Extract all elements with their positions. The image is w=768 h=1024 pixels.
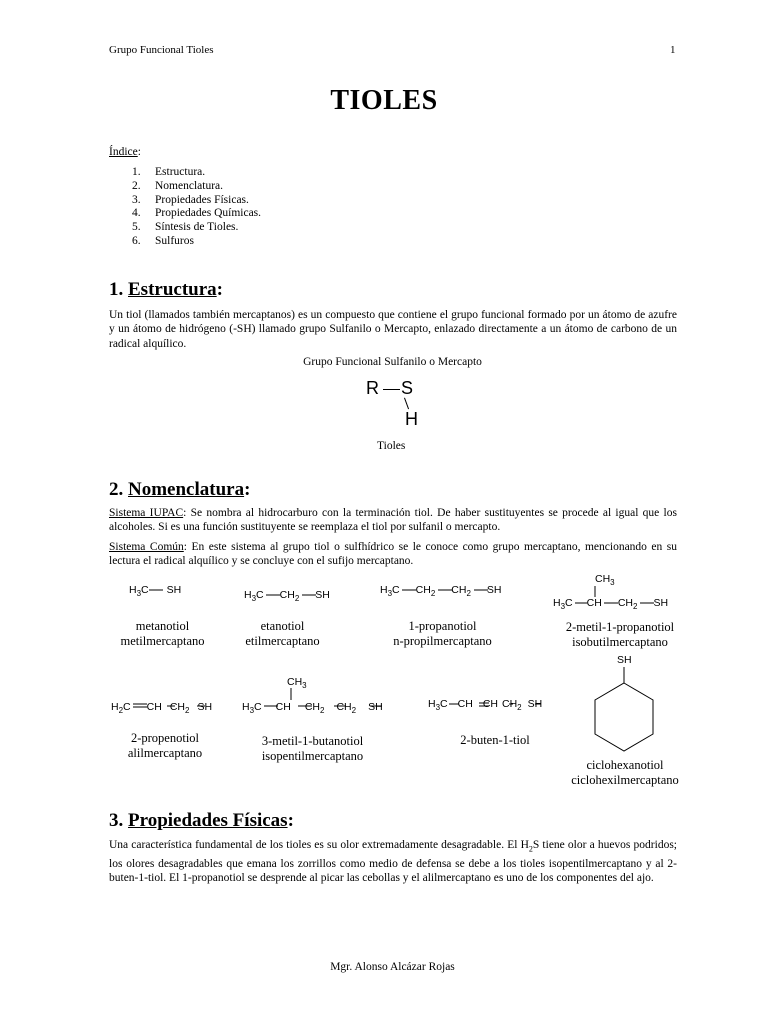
compound-name bbox=[375, 619, 510, 649]
footer-author: Mgr. Alonso Alcázar Rojas bbox=[330, 961, 455, 973]
formula-etanotiol: $H_3C$ $CH_2$ SH bbox=[244, 589, 330, 604]
index-item-text: Propiedades Químicas. bbox=[155, 207, 262, 220]
formula-butentiol: $H_3C$ CH CH $CH_2$ SH bbox=[428, 698, 543, 713]
sub: 2 bbox=[351, 706, 357, 716]
formula-propanotiol: $H_3C$ $CH_2$ $CH_2$ SH bbox=[380, 584, 502, 599]
common-text: : En este sistema al grupo tiol o sulfhídrico se le conoce como grupo mercaptano, mencionando en su lectura el radical alquílico y se concluye con el sufijo mercaptano. bbox=[109, 541, 677, 568]
common-name: isobutilmercaptano bbox=[572, 635, 668, 649]
iupac-text: : Se nombra al hidrocarburo con la terminación tiol. De haber sustituyentes se procede al igual que los alcoholes. Si es una función sustituyente se reemplaza el tiol por sulfanil o mercapto. bbox=[109, 507, 677, 534]
sub: 2 bbox=[466, 589, 471, 599]
index-item-num: 2. bbox=[132, 179, 141, 192]
sub: 3 bbox=[136, 589, 142, 599]
section-title: Estructura bbox=[128, 279, 217, 300]
common-name: metilmercaptano bbox=[120, 634, 205, 648]
section-number: 3. bbox=[109, 810, 124, 831]
index-item-num: 1. bbox=[132, 166, 141, 178]
figure-title: Grupo Funcional Sulfanilo o Mercapto bbox=[303, 356, 482, 368]
index-item-text: Propiedades Físicas. bbox=[155, 193, 249, 206]
iupac-name: 1-propanotiol bbox=[408, 619, 477, 633]
sub: 2 bbox=[319, 706, 325, 716]
sub: 3 bbox=[610, 578, 615, 588]
sub: 3 bbox=[387, 589, 393, 599]
page-number: 1 bbox=[670, 44, 676, 56]
iupac-name: 2-buten-1-tiol bbox=[460, 733, 530, 747]
iupac-label: Sistema IUPAC bbox=[109, 507, 184, 519]
index-item-num: 4. bbox=[132, 207, 141, 220]
index-item-text: Síntesis de Tioles. bbox=[155, 221, 239, 234]
index-item-num: 5. bbox=[132, 221, 141, 234]
sub: 2 bbox=[118, 706, 124, 716]
iupac-name: 2-propenotiol bbox=[130, 731, 200, 745]
section-number: 1. bbox=[109, 279, 124, 300]
page-title: TIOLES bbox=[330, 85, 438, 116]
common-name: alilmercaptano bbox=[127, 746, 203, 760]
section-title: Propiedades Físicas bbox=[128, 810, 288, 831]
iupac-name: 3-metil-1-butanotiol bbox=[261, 734, 364, 748]
running-header: Grupo Funcional Tioles bbox=[109, 44, 214, 56]
compound-name bbox=[245, 734, 380, 764]
sub: 2 bbox=[430, 589, 436, 599]
compound-name bbox=[230, 619, 335, 649]
formula-isobutil: $H_3C$ CH $CH_2$ SH bbox=[553, 597, 669, 612]
section-heading-propiedades bbox=[109, 810, 294, 832]
common-label: Sistema Común bbox=[109, 541, 184, 553]
sub: 2 bbox=[632, 602, 638, 612]
compound-name bbox=[110, 731, 220, 761]
atom-s: S bbox=[401, 378, 414, 398]
index-item-text: Nomenclatura. bbox=[155, 179, 224, 192]
formula-isopentil: $H_3C$ CH $CH_2$ $CH_2$ SH bbox=[242, 701, 383, 716]
sub: 3 bbox=[560, 602, 566, 612]
section-colon: : bbox=[216, 279, 223, 300]
subscript: 2 bbox=[528, 844, 533, 854]
common-name: etilmercaptano bbox=[245, 634, 320, 648]
sub: 2 bbox=[184, 706, 190, 716]
common-name: ciclohexilmercaptano bbox=[571, 773, 679, 787]
index-item-text: Estructura. bbox=[155, 166, 206, 178]
section-colon: : bbox=[287, 810, 294, 831]
iupac-name: metanotiol bbox=[135, 619, 190, 633]
index-item-num: 3. bbox=[132, 193, 141, 206]
section-title: Nomenclatura bbox=[128, 479, 245, 500]
compound-name bbox=[555, 758, 695, 788]
sub: 3 bbox=[302, 681, 307, 691]
index-colon: : bbox=[137, 146, 141, 158]
text: S tiene olor a huevos podridos; los olores desagradables que emana los zorrillos como medio de defensa se debe a los tioles isopentilmercaptano y al 2-buten-1-tiol. El 1-propanotiol se desprende al picar las cebollas y el alilmercaptano es uno de los componentes del ajo. bbox=[109, 839, 677, 884]
formula-cyclohexyl-sh: SH bbox=[617, 654, 632, 666]
sub: 3 bbox=[251, 594, 257, 604]
propiedades-paragraph bbox=[109, 838, 677, 885]
iupac-name: ciclohexanotiol bbox=[586, 758, 664, 772]
section-colon: : bbox=[244, 479, 251, 500]
text: Una característica fundamental de los tioles es su olor extremadamente desagradable. El H bbox=[109, 839, 529, 851]
index-label: Índice bbox=[109, 146, 138, 158]
iupac-name: etanotiol bbox=[260, 619, 305, 633]
compound-name bbox=[540, 620, 700, 650]
common-name: n-propilmercaptano bbox=[393, 634, 492, 648]
sub: 3 bbox=[249, 706, 255, 716]
compound-name bbox=[110, 619, 215, 649]
formula-isobutil-branch: $CH_3$ bbox=[595, 573, 615, 588]
formula-metanotiol: $H_3C$ SH bbox=[129, 584, 182, 599]
formula-isopentil-branch: $CH_3$ bbox=[287, 676, 307, 691]
sub: 2 bbox=[517, 703, 522, 713]
iupac-name: 2-metil-1-propanotiol bbox=[565, 620, 675, 634]
compound-name bbox=[440, 733, 550, 748]
atom: C bbox=[141, 584, 149, 596]
index-item-num: 6. bbox=[132, 234, 141, 247]
figure-caption: Tioles bbox=[377, 440, 406, 452]
section-number: 2. bbox=[109, 479, 124, 500]
estructura-paragraph: Un tiol (llamados también mercaptanos) es un compuesto que contiene el grupo funcional formado por un átomo de azufre y un átomo de hidrógeno (-SH) llamado grupo Sulfanilo o Mercapto, enlazado directamente a un átomo de carbono de un radical alquílico. bbox=[109, 309, 677, 350]
formula-propenotiol: $H_2C$ CH $CH_2$ SH bbox=[111, 701, 213, 716]
cyclohexane-ring bbox=[595, 683, 653, 751]
atom: SH bbox=[166, 584, 182, 596]
atom-r: R bbox=[366, 378, 379, 398]
atom-h: H bbox=[405, 409, 418, 429]
sub: 3 bbox=[435, 703, 441, 713]
common-name: isopentilmercaptano bbox=[261, 749, 364, 763]
sub: 2 bbox=[294, 594, 300, 604]
index-item-text: Sulfuros bbox=[155, 234, 194, 247]
